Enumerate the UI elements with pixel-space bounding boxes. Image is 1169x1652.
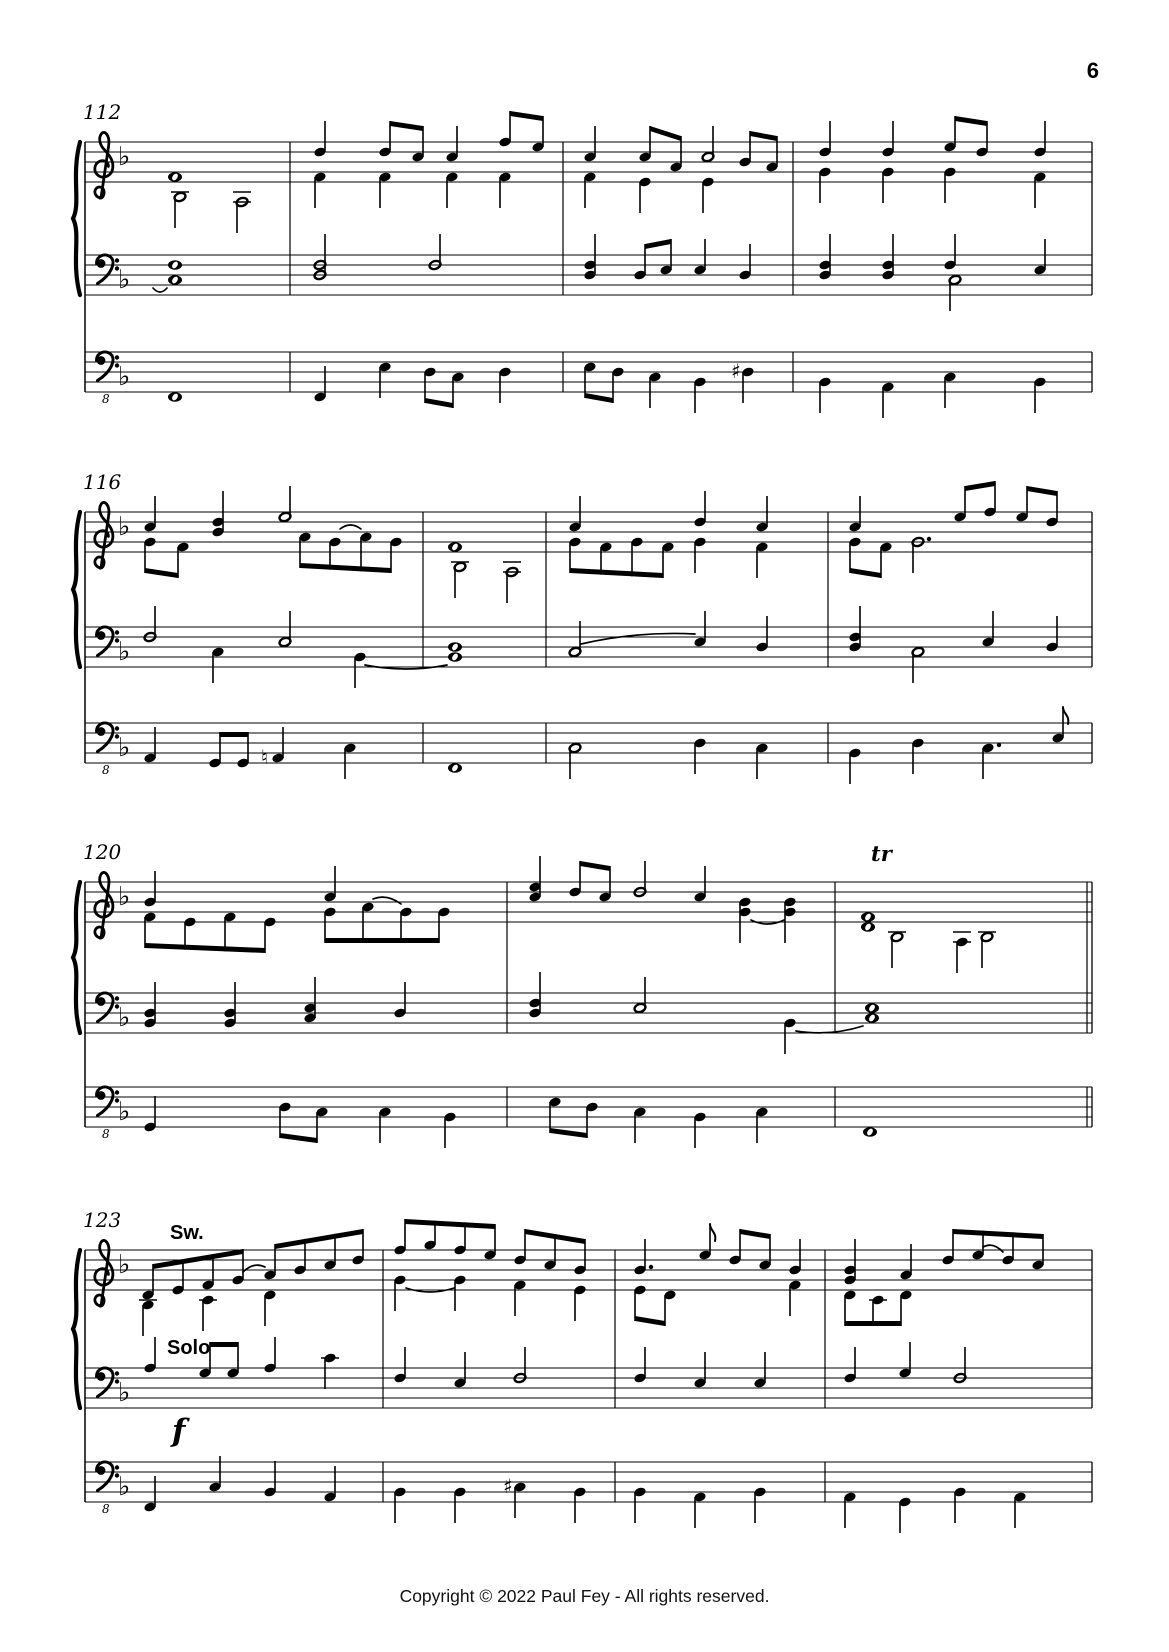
svg-text:♭: ♭ xyxy=(118,637,131,667)
svg-text:♯: ♯ xyxy=(731,359,741,383)
svg-text:♭: ♭ xyxy=(118,1003,131,1033)
svg-text:♭: ♭ xyxy=(118,142,131,172)
svg-text:8: 8 xyxy=(102,1127,110,1141)
copyright-footer: Copyright © 2022 Paul Fey - All rights reserved. xyxy=(399,1586,770,1606)
forte-dynamic: f xyxy=(172,1413,186,1449)
trill-marking: tr xyxy=(871,841,892,866)
svg-text:♭: ♭ xyxy=(118,362,131,392)
svg-text:♯: ♯ xyxy=(503,1474,513,1498)
svg-text:♭: ♭ xyxy=(118,1378,131,1408)
measure-number-120: 120 xyxy=(83,840,122,864)
svg-text:♭: ♭ xyxy=(118,1472,131,1502)
page-number: 6 xyxy=(1086,58,1099,83)
swell-marking: Sw. xyxy=(170,1222,204,1244)
svg-text:♭: ♭ xyxy=(118,265,131,295)
svg-text:8: 8 xyxy=(102,763,110,777)
measure-number-116: 116 xyxy=(83,470,122,494)
measure-number-112: 112 xyxy=(83,100,122,124)
svg-text:♭: ♭ xyxy=(118,733,131,763)
measure-number-123: 123 xyxy=(83,1208,122,1232)
svg-text:♭: ♭ xyxy=(118,882,131,912)
svg-text:♮: ♮ xyxy=(261,745,269,769)
solo-marking: Solo xyxy=(167,1337,211,1359)
svg-text:8: 8 xyxy=(102,1502,110,1516)
svg-text:8: 8 xyxy=(102,392,110,406)
svg-text:♭: ♭ xyxy=(118,1097,131,1127)
svg-text:♭: ♭ xyxy=(118,1250,131,1280)
svg-text:♭: ♭ xyxy=(118,512,131,542)
